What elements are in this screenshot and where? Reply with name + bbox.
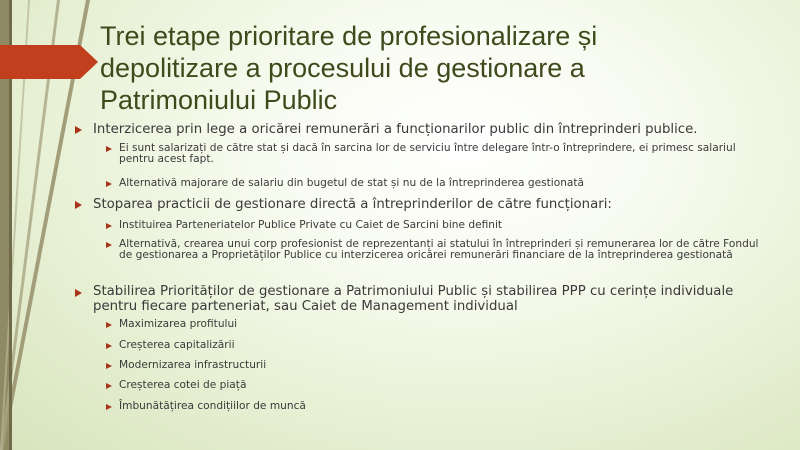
arrow-right-icon [106,181,112,187]
list-item: Interzicerea prin lege a oricărei remunerări a funcționarilor public din întreprinderi publice. [93,122,698,137]
arrow-right-icon [106,343,112,349]
list-item: Îmbunătățirea condițiilor de muncă [119,400,306,412]
list-item: Modernizarea infrastructurii [119,359,267,371]
arrow-right-icon [106,242,112,248]
list-item: Creșterea cotei de piață [119,379,247,391]
list-item: Creșterea capitalizării [119,339,235,351]
arrow-right-icon [106,383,112,389]
slide-title: Trei etape prioritare de profesionalizare și depolitizare a procesului de gestionare a Patrimoniului Public [100,21,598,115]
arrow-right-icon [106,146,112,152]
arrow-right-icon [75,289,82,297]
arrow-right-icon [106,404,112,410]
list-item: Stabilirea Priorităților de gestionare a Patrimoniului Public și stabilirea PPP cu cerințe individuale pentru fiecare parteneriat, sau Caiet de Management individual [93,284,734,314]
list-item: Stoparea practicii de gestionare directă a întreprinderilor de către funcționari: [93,197,612,212]
arrow-right-icon [75,201,82,209]
list-item: Alternativă, crearea unui corp profesionist de reprezentanți ai statului în întreprinderi și remunerarea lor de către Fondul de gestionarea a Proprietăților Publice cu interzicerea oricărei remunerări financiare de la întreprinderea gestionată [119,238,759,262]
list-item: Maximizarea profitului [119,318,238,330]
arrow-right-icon [106,223,112,229]
arrow-right-icon [106,322,112,328]
arrow-right-icon [106,363,112,369]
list-item: Instituirea Parteneriatelor Publice Private cu Caiet de Sarcini bine definit [119,219,503,231]
list-item: Alternativă majorare de salariu din bugetul de stat și nu de la întreprinderea gestionată [119,177,585,189]
arrow-right-icon [75,126,82,134]
list-item: Ei sunt salarizați de către stat și dacă în sarcina lor de serviciu între delegare într-o întreprindere, ei primesc salariul pentru acest fapt. [119,142,736,166]
